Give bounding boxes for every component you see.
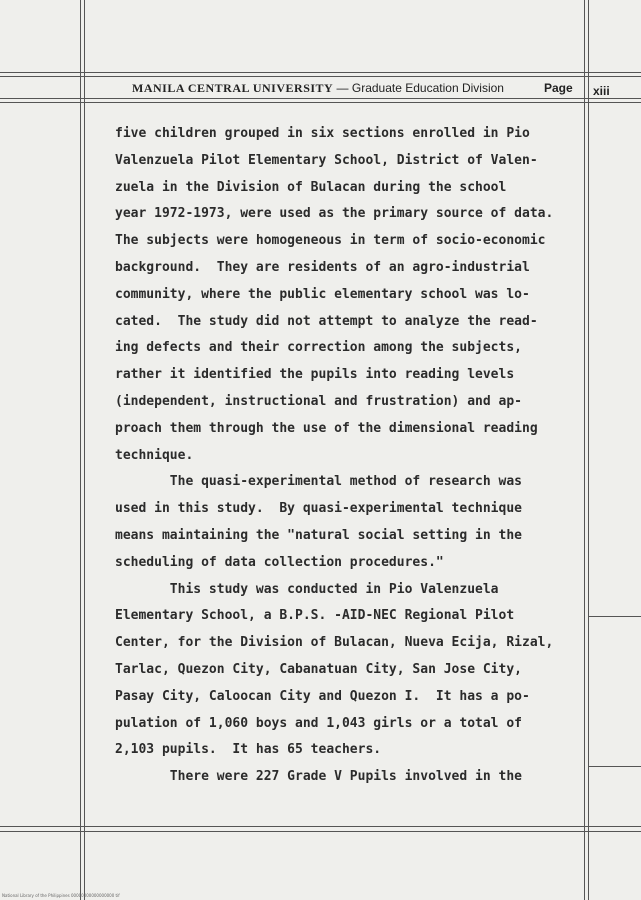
page-number: xiii xyxy=(593,84,610,98)
text-line: 2,103 pupils. It has 65 teachers. xyxy=(115,742,382,758)
text-line: rather it identified the pupils into reading levels xyxy=(115,367,515,383)
division-name: Graduate Education Division xyxy=(351,81,504,95)
page-label: Page xyxy=(544,81,573,95)
body-text xyxy=(115,121,585,791)
text-line: This study was conducted in Pio Valenzuela xyxy=(115,581,499,597)
text-line: The subjects were homogeneous in term of socio-economic xyxy=(115,233,546,249)
text-line: community, where the public elementary school was lo- xyxy=(115,286,530,302)
text-line: Tarlac, Quezon City, Cabanatuan City, San Jose City, xyxy=(115,661,522,677)
text-line: five children grouped in six sections enrolled in Pio xyxy=(115,126,530,141)
text-line: technique. xyxy=(115,447,194,463)
university-name: MANILA CENTRAL UNIVERSITY xyxy=(132,81,334,95)
text-line: There were 227 Grade V Pupils involved in the xyxy=(115,769,522,785)
text-line: cated. The study did not attempt to analyze the read- xyxy=(115,313,538,329)
left-rule xyxy=(80,0,81,900)
bottom-rule-2 xyxy=(0,831,641,832)
top-rule xyxy=(0,72,641,73)
text-line: Elementary School, a B.P.S. -AID-NEC Regional Pilot xyxy=(115,608,515,624)
text-line: scheduling of data collection procedures." xyxy=(115,554,444,570)
header-separator: — xyxy=(333,81,352,95)
text-line: The quasi-experimental method of research was xyxy=(115,474,522,490)
text-line: pulation of 1,060 boys and 1,043 girls or a total of xyxy=(115,715,522,731)
header-title xyxy=(132,81,504,96)
right-margin-rule xyxy=(588,616,641,617)
text-line: proach them through the use of the dimensional reading xyxy=(115,420,538,436)
text-line: (independent, instructional and frustration) and ap- xyxy=(115,393,522,409)
text-line: Pasay City, Caloocan City and Quezon I. It has a po- xyxy=(115,688,530,704)
bottom-rule xyxy=(0,826,641,827)
text-line: means maintaining the "natural social setting in the xyxy=(115,527,522,543)
text-line: Valenzuela Pilot Elementary School, District of Valen- xyxy=(115,152,538,168)
header-rule-2 xyxy=(0,102,641,103)
text-line: Center, for the Division of Bulacan, Nueva Ecija, Rizal, xyxy=(115,635,554,651)
left-rule-inner xyxy=(84,0,85,900)
scan-footer: National Library of the Philippines 00000000000000000 tif xyxy=(2,893,120,898)
text-line: ing defects and their correction among the subjects, xyxy=(115,340,522,356)
text-line: background. They are residents of an agro-industrial xyxy=(115,259,530,275)
right-margin-rule-2 xyxy=(588,766,641,767)
page-header xyxy=(88,74,580,102)
text-line: used in this study. By quasi-experimental technique xyxy=(115,501,522,517)
text-line: zuela in the Division of Bulacan during the school xyxy=(115,179,507,195)
right-rule-outer xyxy=(588,0,589,900)
text-line: year 1972-1973, were used as the primary source of data. xyxy=(115,206,554,222)
